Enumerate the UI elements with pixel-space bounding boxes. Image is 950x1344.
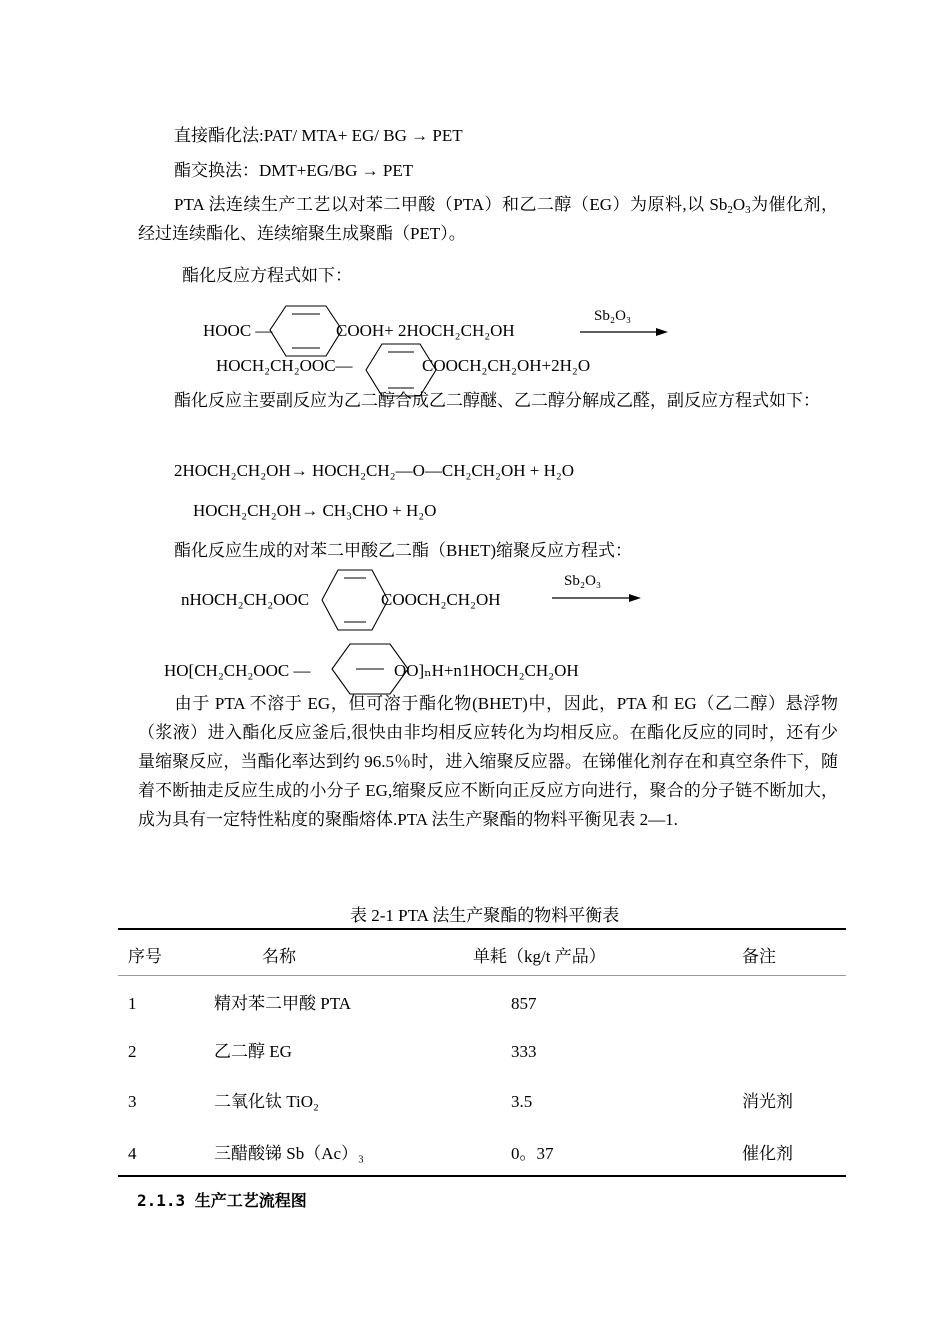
- table-header-note: 备注: [742, 947, 776, 966]
- eq1-right: COOH+ 2HOCH₂CH₂OH: [336, 321, 515, 340]
- eq1-catalyst: Sb₂O₃: [594, 308, 632, 324]
- table-header-rule: [118, 975, 846, 976]
- transesterification-line: 酯交换法：DMT+EG/BG → PET: [174, 161, 414, 180]
- pta-intro-text-2: 为催化剂，经过连续酯化、连续缩聚生成聚酯（PET）。: [138, 195, 839, 243]
- eq2-product-right: OO]ₙH+n1HOCH₂CH₂OH: [394, 661, 579, 680]
- eq2-left: nHOCH₂CH₂OOC: [181, 590, 310, 609]
- table-cell-name: 三醋酸锑 Sb（Ac）₃: [214, 1144, 364, 1163]
- esterification-eq-label: 酯化反应方程式如下：: [182, 266, 352, 285]
- table-cell-no: 3: [128, 1092, 137, 1111]
- table-caption: 表 2-1 PTA 法生产聚酯的物料平衡表: [350, 906, 620, 925]
- table-cell-no: 1: [128, 994, 137, 1013]
- pta-intro-sub-2: 2: [727, 204, 733, 216]
- table-top-rule: [118, 928, 846, 930]
- table-header-usage: 单耗（kg/t 产品）: [473, 947, 606, 966]
- pta-intro-o: O: [732, 195, 746, 214]
- table-cell-no: 2: [128, 1042, 137, 1061]
- table-cell-usage: 333: [511, 1042, 537, 1061]
- table-cell-note: 消光剂: [742, 1092, 793, 1111]
- eq1-product-left: HOCH₂CH₂OOC—: [216, 356, 353, 375]
- pta-intro-text-1: PTA 法连续生产工艺以对苯二甲酸（PTA）和乙二醇（EG）为原料,以 Sb: [174, 195, 728, 214]
- side-reaction-text: 酯化反应主要副反应为乙二醇合成乙二醇醚、乙二醇分解成乙醛，副反应方程式如下：: [174, 391, 820, 410]
- process-paragraph: [138, 689, 838, 834]
- direct-esterification-line: 直接酯化法:PAT/ MTA+ EG/ BG → PET: [174, 126, 463, 145]
- table-header-name: 名称: [262, 947, 296, 966]
- side-equation-1: 2HOCH₂CH₂OH→ HOCH₂CH₂—O—CH₂CH₂OH + H₂O: [174, 461, 575, 480]
- eq1-product-right: COOCH₂CH₂OH+2H₂O: [422, 356, 591, 375]
- table-cell-usage: 857: [511, 994, 537, 1013]
- eq1-left: HOOC —: [203, 321, 273, 340]
- side-equation-2: HOCH₂CH₂OH→ CH₃CHO + H₂O: [193, 501, 437, 520]
- bhet-intro-line: 酯化反应生成的对苯二甲酸乙二酯（BHET)缩聚反应方程式：: [174, 541, 633, 560]
- table-cell-name: 精对苯二甲酸 PTA: [214, 994, 352, 1013]
- table-cell-usage: 0。37: [511, 1144, 554, 1163]
- table-cell-usage: 3.5: [511, 1092, 533, 1111]
- eq2-product-left: HO[CH₂CH₂OOC —: [164, 661, 311, 680]
- eq2-catalyst: Sb₂O₃: [564, 573, 602, 589]
- table-cell-no: 4: [128, 1144, 137, 1163]
- eq2-right: COOCH₂CH₂OH: [381, 590, 501, 609]
- table-cell-name: 二氧化钛 TiO₂: [214, 1092, 319, 1111]
- table-header-no: 序号: [128, 947, 162, 966]
- table-cell-note: 催化剂: [742, 1144, 793, 1163]
- pta-intro-sub-3: 3: [745, 204, 751, 216]
- process-paragraph-text: 由于 PTA 不溶于 EG，但可溶于酯化物(BHET)中，因此，PTA 和 EG（乙二醇）悬浮物（浆液）进入酯化反应釜后,很快由非均相反应转化为均相反应。在酯化反应的同时，还有少量缩聚反应，当酯化率达到约 96.5％时，进入缩聚反应器。在锑催化剂存在和真空条件下，随着不断抽走反应生成的小分子 EG,缩聚反应不断向正反应方向进行，聚合的分子链不断加大，成为具有一定特性粘度的聚酯熔体.PTA 法生产聚酯的物料平衡见表 2—1.: [138, 694, 838, 829]
- section-heading: 2.1.3 生产工艺流程图: [137, 1191, 307, 1210]
- table-bottom-rule: [118, 1175, 846, 1177]
- table-cell-name: 乙二醇 EG: [214, 1042, 292, 1061]
